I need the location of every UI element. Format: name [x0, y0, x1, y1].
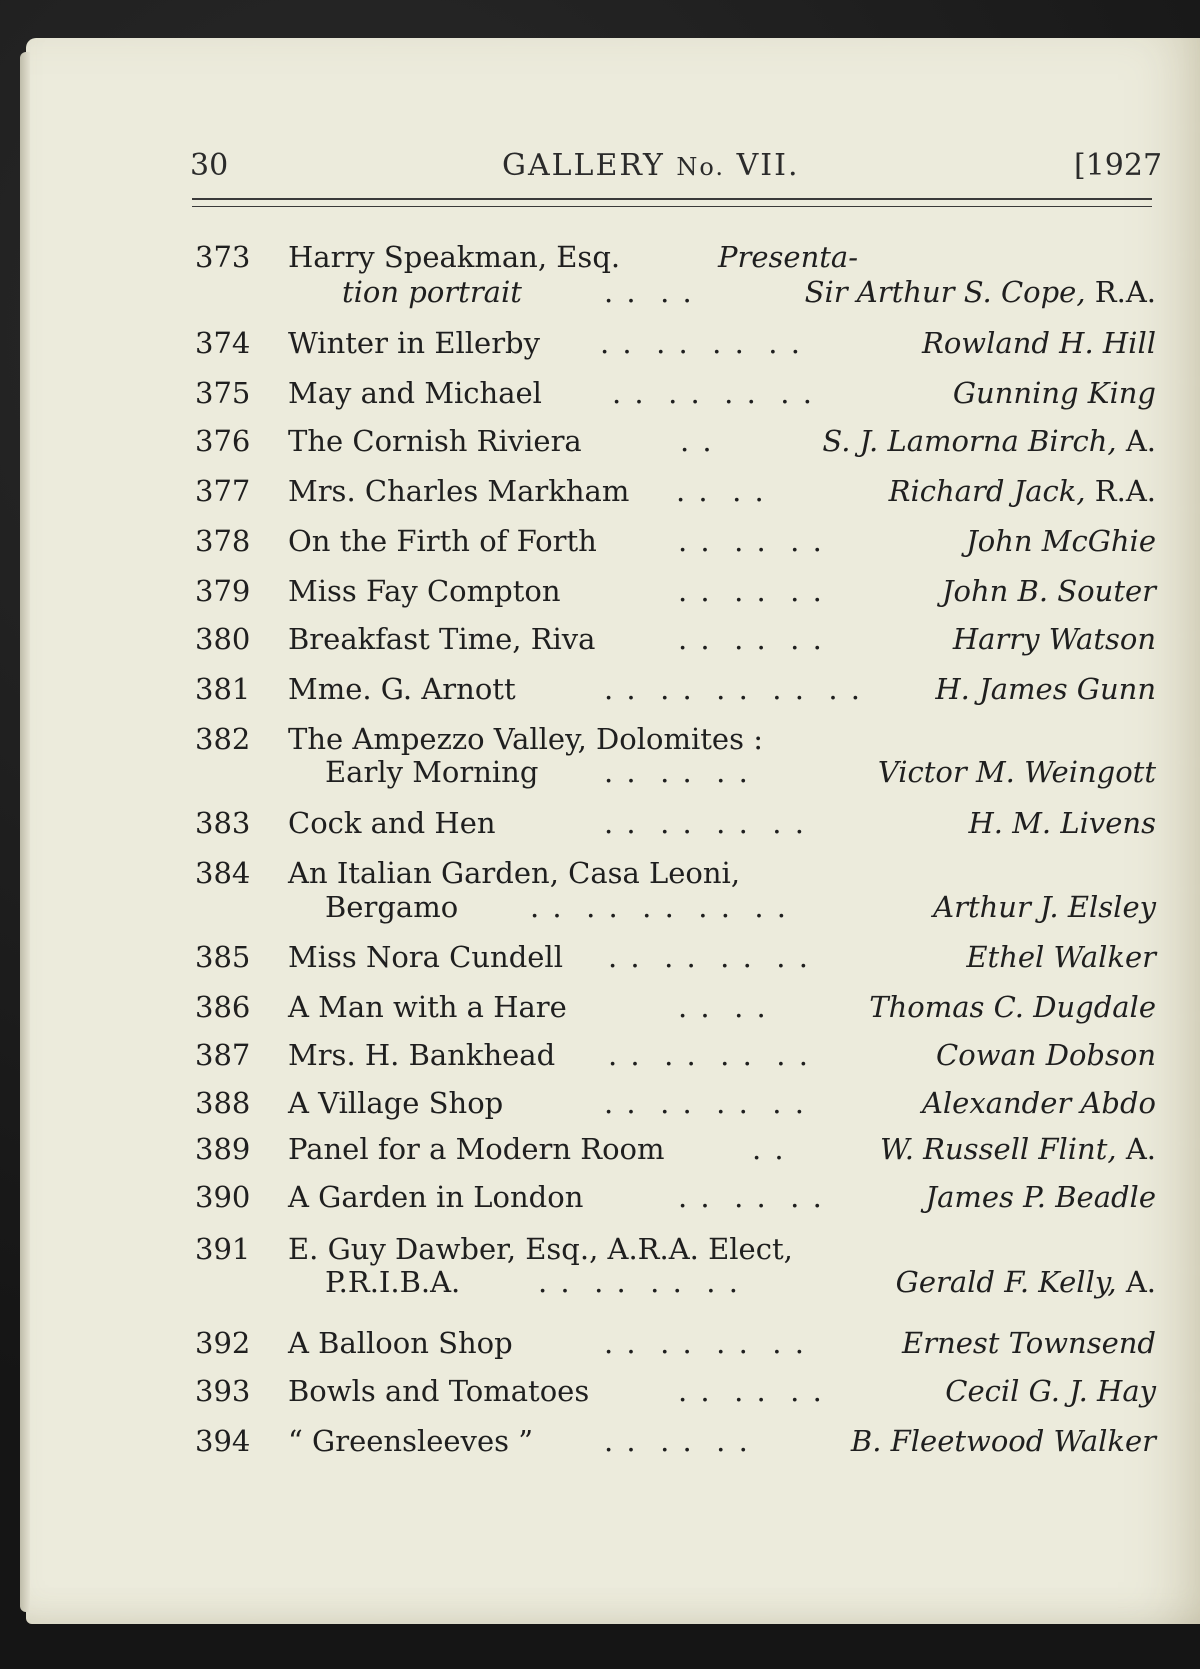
page-number: 30	[190, 148, 229, 183]
entry-title-cont: tion portrait	[342, 275, 522, 309]
artist-rank: R.A.	[1085, 275, 1156, 309]
entry-number: 394	[195, 1424, 251, 1458]
year-mark: [1927	[1074, 148, 1163, 183]
artist-rank: A.	[1116, 1265, 1156, 1299]
artist-name: Ernest Townsend	[902, 1326, 1156, 1360]
artist-name: W. Russell Flint,	[880, 1132, 1117, 1166]
entry-number: 383	[195, 806, 251, 840]
entry-title: Mrs. H. Bankhead	[288, 1038, 556, 1072]
leader-dots: . .	[680, 424, 714, 458]
entry-title: The Ampezzo Valley, Dolomites :	[288, 722, 763, 756]
artist-name: Alexander Abdo	[921, 1086, 1156, 1120]
entry-title: Miss Fay Compton	[288, 574, 561, 608]
leader-dots: . . . . . . . .	[608, 940, 810, 974]
leader-dots: . . . . . .	[678, 622, 824, 656]
entry-title-extra: Presenta-	[718, 240, 859, 274]
entry-number: 393	[195, 1374, 251, 1408]
header-rule-thin	[192, 206, 1152, 207]
leader-dots: . . . . . .	[678, 524, 824, 558]
artist-name: Cowan Dobson	[936, 1038, 1156, 1072]
entry-number: 385	[195, 940, 251, 974]
artist-name: John McGhie	[966, 524, 1156, 558]
entry-number: 380	[195, 622, 251, 656]
artist-name: S. J. Lamorna Birch,	[822, 424, 1117, 458]
artist-name: H. M. Livens	[968, 806, 1156, 840]
leader-dots: . . . . . .	[678, 574, 824, 608]
title-main: GALLERY	[502, 148, 677, 183]
entry-title-cont: Early Morning	[325, 755, 539, 789]
artist-name: John B. Souter	[941, 574, 1156, 608]
entry-number: 377	[195, 474, 251, 508]
artist-name: Rowland H. Hill	[922, 326, 1156, 360]
entry-artist	[902, 1326, 1156, 1360]
artist-name: Harry Watson	[952, 622, 1156, 656]
entry-artist	[933, 890, 1156, 924]
entry-number: 382	[195, 722, 251, 756]
leader-dots: . . . . . . . .	[604, 1086, 806, 1120]
entry-artist	[851, 1424, 1156, 1458]
entry-number: 373	[195, 240, 251, 274]
leader-dots: . . . . . . . .	[608, 1038, 810, 1072]
page-title	[502, 148, 800, 183]
entry-title: On the Firth of Forth	[288, 524, 597, 558]
entry-title: Breakfast Time, Riva	[288, 622, 596, 656]
entry-number: 389	[195, 1132, 251, 1166]
entry-artist	[966, 524, 1156, 558]
entry-number: 374	[195, 326, 251, 360]
entry-number: 378	[195, 524, 251, 558]
entry-number: 391	[195, 1232, 251, 1266]
entry-title: Mme. G. Arnott	[288, 672, 516, 706]
entry-number: 388	[195, 1086, 251, 1120]
leader-dots: . . . .	[678, 990, 768, 1024]
entry-artist	[869, 990, 1156, 1024]
entry-number: 381	[195, 672, 251, 706]
entry-artist	[878, 755, 1156, 789]
entry-number: 379	[195, 574, 251, 608]
leader-dots: . . . . . . . . . .	[604, 672, 863, 706]
entry-artist	[922, 326, 1156, 360]
artist-name: Arthur J. Elsley	[933, 890, 1156, 924]
entry-title-cont: P.R.I.B.A.	[325, 1265, 461, 1299]
entry-title: Mrs. Charles Markham	[288, 474, 630, 508]
entry-artist	[880, 1132, 1156, 1166]
leader-dots: . . . . . .	[678, 1180, 824, 1214]
entry-artist	[945, 1374, 1156, 1408]
entry-artist	[942, 574, 1156, 608]
entry-title: The Cornish Riviera	[288, 424, 582, 458]
entry-artist	[896, 1265, 1156, 1299]
entry-title: A Village Shop	[288, 1086, 504, 1120]
leader-dots: . . . .	[676, 474, 766, 508]
entry-number: 376	[195, 424, 251, 458]
entry-artist	[936, 1038, 1156, 1072]
artist-rank: R.A.	[1085, 474, 1156, 508]
entry-title: An Italian Garden, Casa Leoni,	[288, 856, 741, 890]
leader-dots: . . . . . .	[678, 1374, 824, 1408]
artist-name: Sir Arthur S. Cope,	[804, 275, 1086, 309]
title-num: VII.	[725, 148, 800, 183]
entry-artist	[953, 622, 1156, 656]
entry-title: E. Guy Dawber, Esq., A.R.A. Elect,	[288, 1232, 793, 1266]
artist-name: Richard Jack,	[888, 474, 1086, 508]
entry-number: 375	[195, 376, 251, 410]
leader-dots: . . . . . .	[604, 755, 750, 789]
entry-title: Winter in Ellerby	[288, 326, 541, 360]
leader-dots: . . . . . . . . . .	[530, 890, 789, 924]
entry-title: Bowls and Tomatoes	[288, 1374, 590, 1408]
entry-number: 387	[195, 1038, 251, 1072]
entry-number: 390	[195, 1180, 251, 1214]
entry-artist	[953, 376, 1156, 410]
artist-name: Thomas C. Dugdale	[869, 990, 1156, 1024]
entry-artist	[969, 806, 1157, 840]
entry-title: A Man with a Hare	[288, 990, 567, 1024]
artist-name: Gerald F. Kelly,	[895, 1265, 1117, 1299]
leader-dots: . . . . . . . .	[538, 1265, 740, 1299]
entry-title: Harry Speakman, Esq.	[288, 240, 621, 274]
entry-title: A Balloon Shop	[288, 1326, 513, 1360]
leader-dots: . . . . . . . .	[604, 1326, 806, 1360]
leader-dots: . . . . . . . .	[604, 806, 806, 840]
entry-artist	[966, 940, 1156, 974]
artist-name: Victor M. Weingott	[877, 755, 1156, 789]
leader-dots: . . . . . .	[604, 1424, 750, 1458]
artist-name: Gunning King	[952, 376, 1156, 410]
entry-artist	[935, 672, 1156, 706]
leader-dots: . .	[752, 1132, 786, 1166]
entry-artist	[822, 424, 1156, 458]
entry-number: 386	[195, 990, 251, 1024]
leader-dots: . . . .	[604, 275, 694, 309]
header-rule	[192, 198, 1152, 200]
entry-number: 384	[195, 856, 251, 890]
leader-dots: . . . . . . . .	[612, 376, 814, 410]
entry-title: May and Michael	[288, 376, 542, 410]
artist-name: Cecil G. J. Hay	[945, 1374, 1156, 1408]
artist-name: James P. Beadle	[925, 1180, 1156, 1214]
entry-artist	[925, 1180, 1156, 1214]
artist-name: Ethel Walker	[966, 940, 1156, 974]
entry-title: “ Greensleeves ”	[288, 1424, 534, 1458]
entry-artist	[889, 474, 1156, 508]
artist-name: H. James Gunn	[935, 672, 1156, 706]
entry-title: Panel for a Modern Room	[288, 1132, 665, 1166]
entry-title: Miss Nora Cundell	[288, 940, 563, 974]
entry-number: 392	[195, 1326, 251, 1360]
leader-dots: . . . . . . . .	[600, 326, 802, 360]
artist-name: B. Fleetwood Walker	[850, 1424, 1156, 1458]
title-no: No.	[676, 153, 726, 181]
entry-title-cont: Bergamo	[325, 890, 459, 924]
artist-rank: A.	[1116, 424, 1156, 458]
entry-title: A Garden in London	[288, 1180, 584, 1214]
entry-artist	[805, 275, 1156, 309]
entry-artist	[922, 1086, 1156, 1120]
entry-title: Cock and Hen	[288, 806, 496, 840]
artist-rank: A.	[1116, 1132, 1156, 1166]
